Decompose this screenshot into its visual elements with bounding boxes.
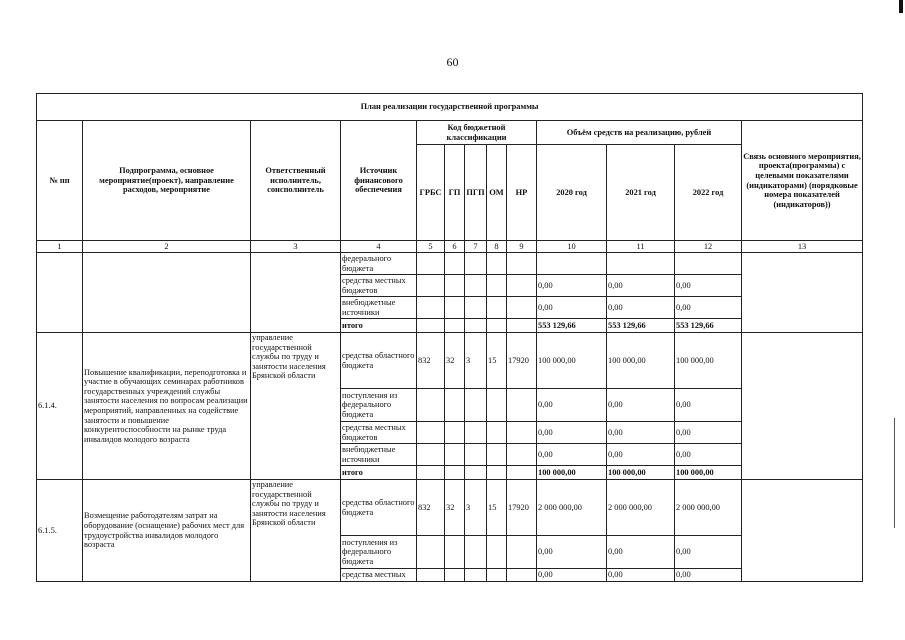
amount-2021: 0,00 <box>607 275 675 297</box>
amount-2022: 100 000,00 <box>675 333 742 389</box>
source-cell: средства местных бюджетов <box>341 275 417 297</box>
column-number: 11 <box>607 241 675 253</box>
column-number: 5 <box>417 241 445 253</box>
code-grbs: 832 <box>417 333 445 389</box>
amount-2020: 2 000 000,00 <box>537 480 607 536</box>
code-gp: 32 <box>445 333 465 389</box>
code-om: 15 <box>487 333 507 389</box>
code-nr: 17920 <box>507 333 537 389</box>
header-2020: 2020 год <box>537 145 607 241</box>
amount-2022: 0,00 <box>675 444 742 466</box>
column-number: 4 <box>341 241 417 253</box>
column-number: 1 <box>37 241 83 253</box>
total-label: итого <box>341 466 417 480</box>
code-gp: 32 <box>445 480 465 536</box>
item-responsible: управление государственной службы по труду и занятости населения Брянской области <box>251 333 341 480</box>
total-2020: 100 000,00 <box>537 466 607 480</box>
table-row <box>37 333 863 389</box>
header-pgp: ПГП <box>465 145 487 241</box>
item-number: 6.1.5. <box>37 480 83 582</box>
amount-2020: 0,00 <box>537 536 607 569</box>
amount-2021: 100 000,00 <box>607 333 675 389</box>
amount-2020: 0,00 <box>537 389 607 422</box>
amount-2022: 0,00 <box>675 569 742 582</box>
header-grbs: ГРБС <box>417 145 445 241</box>
amount-2020: 0,00 <box>537 275 607 297</box>
amount-2022: 0,00 <box>675 275 742 297</box>
amount-2021: 0,00 <box>607 444 675 466</box>
link-cell <box>742 480 863 582</box>
source-cell: поступления из федерального бюджета <box>341 536 417 569</box>
amount-2021: 0,00 <box>607 422 675 444</box>
link-cell <box>742 253 863 333</box>
link-cell <box>742 333 863 480</box>
code-grbs: 832 <box>417 480 445 536</box>
total-2020: 553 129,66 <box>537 319 607 333</box>
column-number: 12 <box>675 241 742 253</box>
source-cell: средства областного бюджета <box>341 333 417 389</box>
amount-2021: 0,00 <box>607 536 675 569</box>
amount-2021 <box>607 253 675 275</box>
amount-2021: 0,00 <box>607 297 675 319</box>
amount-2020: 0,00 <box>537 422 607 444</box>
header-responsible: Ответственный исполнитель, соисполнитель <box>251 121 341 241</box>
table-row <box>37 480 863 536</box>
source-cell: федерального бюджета <box>341 253 417 275</box>
source-cell: средства местных бюджетов <box>341 422 417 444</box>
page-number: 60 <box>446 55 459 69</box>
source-cell: средства местных <box>341 569 417 582</box>
source-cell: поступления из федерального бюджета <box>341 389 417 422</box>
scan-edge-line <box>894 418 895 528</box>
code-nr: 17920 <box>507 480 537 536</box>
total-2021: 100 000,00 <box>607 466 675 480</box>
source-cell: внебюджетные источники <box>341 297 417 319</box>
column-number-row <box>37 241 863 253</box>
column-number: 8 <box>487 241 507 253</box>
amount-2020: 100 000,00 <box>537 333 607 389</box>
total-2021: 553 129,66 <box>607 319 675 333</box>
code-pgp: 3 <box>465 333 487 389</box>
header-source: Источник финансового обеспечения <box>341 121 417 241</box>
header-gp: ГП <box>445 145 465 241</box>
column-number: 6 <box>445 241 465 253</box>
code-om: 15 <box>487 480 507 536</box>
amount-2021: 2 000 000,00 <box>607 480 675 536</box>
amount-2022: 0,00 <box>675 536 742 569</box>
code-pgp: 3 <box>465 480 487 536</box>
header-num: № пп <box>37 121 83 241</box>
amount-2022 <box>675 253 742 275</box>
amount-2022: 0,00 <box>675 389 742 422</box>
item-number: 6.1.4. <box>37 333 83 480</box>
amount-2022: 0,00 <box>675 422 742 444</box>
header-budget-code: Код бюджетной классификации <box>417 121 537 145</box>
item-name: Возмещение работодателям затрат на оборудование (оснащение) рабочих мест для трудоустройства инвалидов молодого возраста <box>83 480 251 582</box>
amount-2020 <box>537 253 607 275</box>
total-2022: 553 129,66 <box>675 319 742 333</box>
table-title: План реализации государственной программы <box>37 94 863 121</box>
header-2021: 2021 год <box>607 145 675 241</box>
header-name: Подпрограмма, основное мероприятие(проект), направление расходов, мероприятие <box>83 121 251 241</box>
column-number: 3 <box>251 241 341 253</box>
column-number: 10 <box>537 241 607 253</box>
amount-2021: 0,00 <box>607 569 675 582</box>
header-link: Связь основного мероприятия, проекта(программы) с целевыми показателями (индикаторами) (порядковые номера показателей (индикаторов)) <box>742 121 863 241</box>
amount-2020: 0,00 <box>537 569 607 582</box>
total-2022: 100 000,00 <box>675 466 742 480</box>
source-cell: средства областного бюджета <box>341 480 417 536</box>
column-number: 7 <box>465 241 487 253</box>
prev-num-cell <box>37 253 83 333</box>
header-om: ОМ <box>487 145 507 241</box>
plan-table <box>36 93 863 582</box>
header-amount: Объём средств на реализацию, рублей <box>537 121 742 145</box>
table-row <box>37 253 863 275</box>
prev-name-cell <box>83 253 251 333</box>
column-number: 2 <box>83 241 251 253</box>
header-2022: 2022 год <box>675 145 742 241</box>
header-nr: НР <box>507 145 537 241</box>
item-name: Повышение квалификации, переподготовка и участие в обучающих семинарах работников государственных учреждений службы занятости населения по вопросам реализации мероприятий, направленных на содействие занятости и повышение конкурентоспособности на рынке труда инвалидов молодого возраста <box>83 333 251 480</box>
item-responsible: управление государственной службы по труду и занятости населения Брянской области <box>251 480 341 582</box>
amount-2022: 2 000 000,00 <box>675 480 742 536</box>
column-number: 13 <box>742 241 863 253</box>
amount-2022: 0,00 <box>675 297 742 319</box>
total-label: итого <box>341 319 417 333</box>
amount-2021: 0,00 <box>607 389 675 422</box>
amount-2020: 0,00 <box>537 297 607 319</box>
scan-edge-mark <box>899 0 903 13</box>
prev-responsible-cell <box>251 253 341 333</box>
source-cell: внебюджетные источники <box>341 444 417 466</box>
column-number: 9 <box>507 241 537 253</box>
amount-2020: 0,00 <box>537 444 607 466</box>
